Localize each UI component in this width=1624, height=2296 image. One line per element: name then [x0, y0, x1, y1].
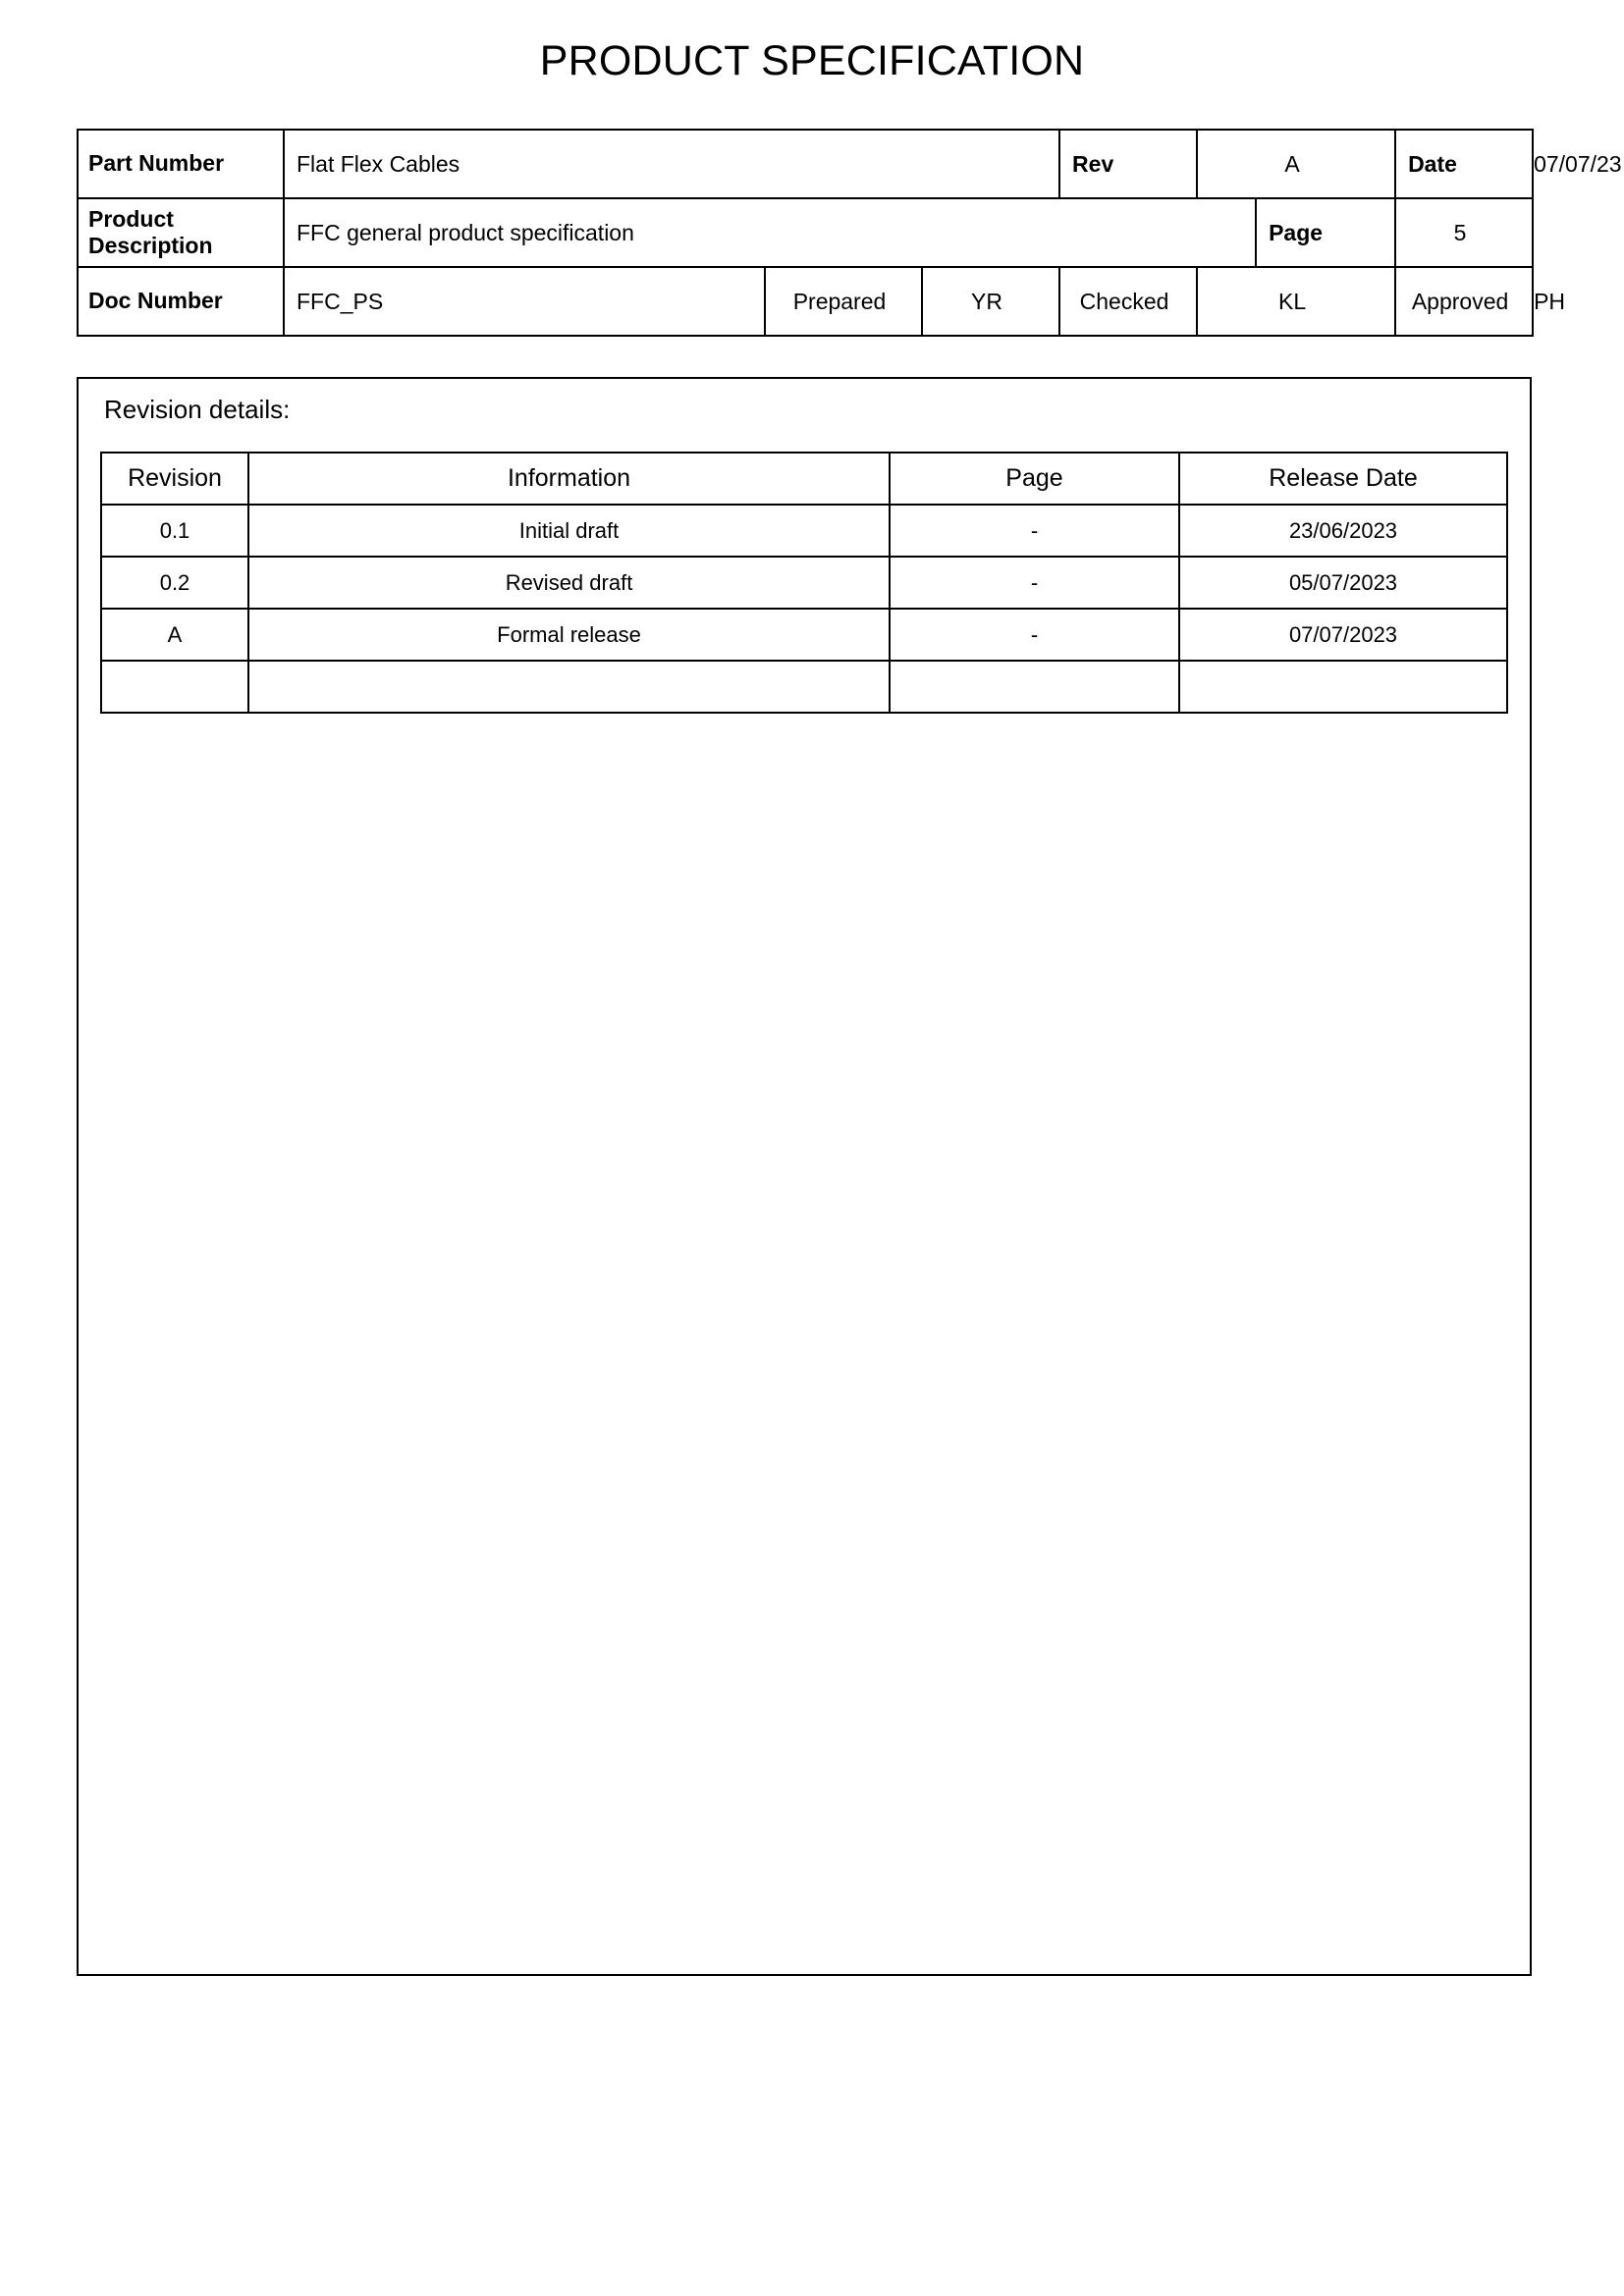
rev-value: A: [1197, 130, 1395, 198]
prepared-label: Prepared: [765, 267, 922, 336]
information-cell: Initial draft: [248, 505, 890, 557]
revision-cell: 0.1: [101, 505, 248, 557]
release-date-cell: 23/06/2023: [1179, 505, 1507, 557]
doc-number-value: FFC_PS: [284, 267, 765, 336]
approved-label: Approved: [1395, 267, 1533, 336]
header-row-product-description: [78, 198, 1533, 267]
rev-label: Rev: [1059, 130, 1197, 198]
doc-number-label: Doc Number: [78, 267, 284, 336]
release-date-column-header: Release Date: [1179, 453, 1507, 505]
revision-cell: 0.2: [101, 557, 248, 609]
page-cell: [890, 661, 1179, 713]
revision-cell: A: [101, 609, 248, 661]
revision-details-table: [100, 452, 1508, 714]
page-title: PRODUCT SPECIFICATION: [539, 37, 1085, 84]
page-cell: -: [890, 557, 1179, 609]
page-column-header: Page: [890, 453, 1179, 505]
header-row-doc-number: Doc Number FFC_PS Prepared YR Checked KL Approved PH: [78, 267, 1533, 336]
revision-table-header-row: [101, 453, 1507, 505]
part-number-value: Flat Flex Cables: [284, 130, 1059, 198]
page-cell: -: [890, 505, 1179, 557]
checked-label: Checked: [1059, 267, 1197, 336]
part-number-label: Part Number: [78, 130, 284, 198]
product-description-value: FFC general product specification: [284, 198, 1256, 267]
table-row: [101, 609, 1507, 661]
table-row: [101, 661, 1507, 713]
checked-value: KL: [1197, 267, 1395, 336]
prepared-value: YR: [922, 267, 1059, 336]
revision-column-header: Revision: [101, 453, 248, 505]
information-cell: Revised draft: [248, 557, 890, 609]
document-body-box: [77, 377, 1532, 1976]
information-column-header: Information: [248, 453, 890, 505]
release-date-cell: [1179, 661, 1507, 713]
release-date-cell: 07/07/2023: [1179, 609, 1507, 661]
information-cell: [248, 661, 890, 713]
page-value: 5: [1395, 198, 1533, 267]
date-label: Date: [1395, 130, 1533, 198]
table-row: [101, 557, 1507, 609]
revision-cell: [101, 661, 248, 713]
page-label: Page: [1256, 198, 1395, 267]
release-date-cell: 05/07/2023: [1179, 557, 1507, 609]
table-row: [101, 505, 1507, 557]
document-header-table: [77, 129, 1622, 337]
information-cell: Formal release: [248, 609, 890, 661]
header-row-part-number: Part Number Flat Flex Cables Rev A Date 07/07/23: [78, 130, 1533, 198]
revision-details-heading: Revision details:: [104, 395, 291, 424]
product-description-label: Product Description: [78, 198, 284, 267]
page-cell: -: [890, 609, 1179, 661]
